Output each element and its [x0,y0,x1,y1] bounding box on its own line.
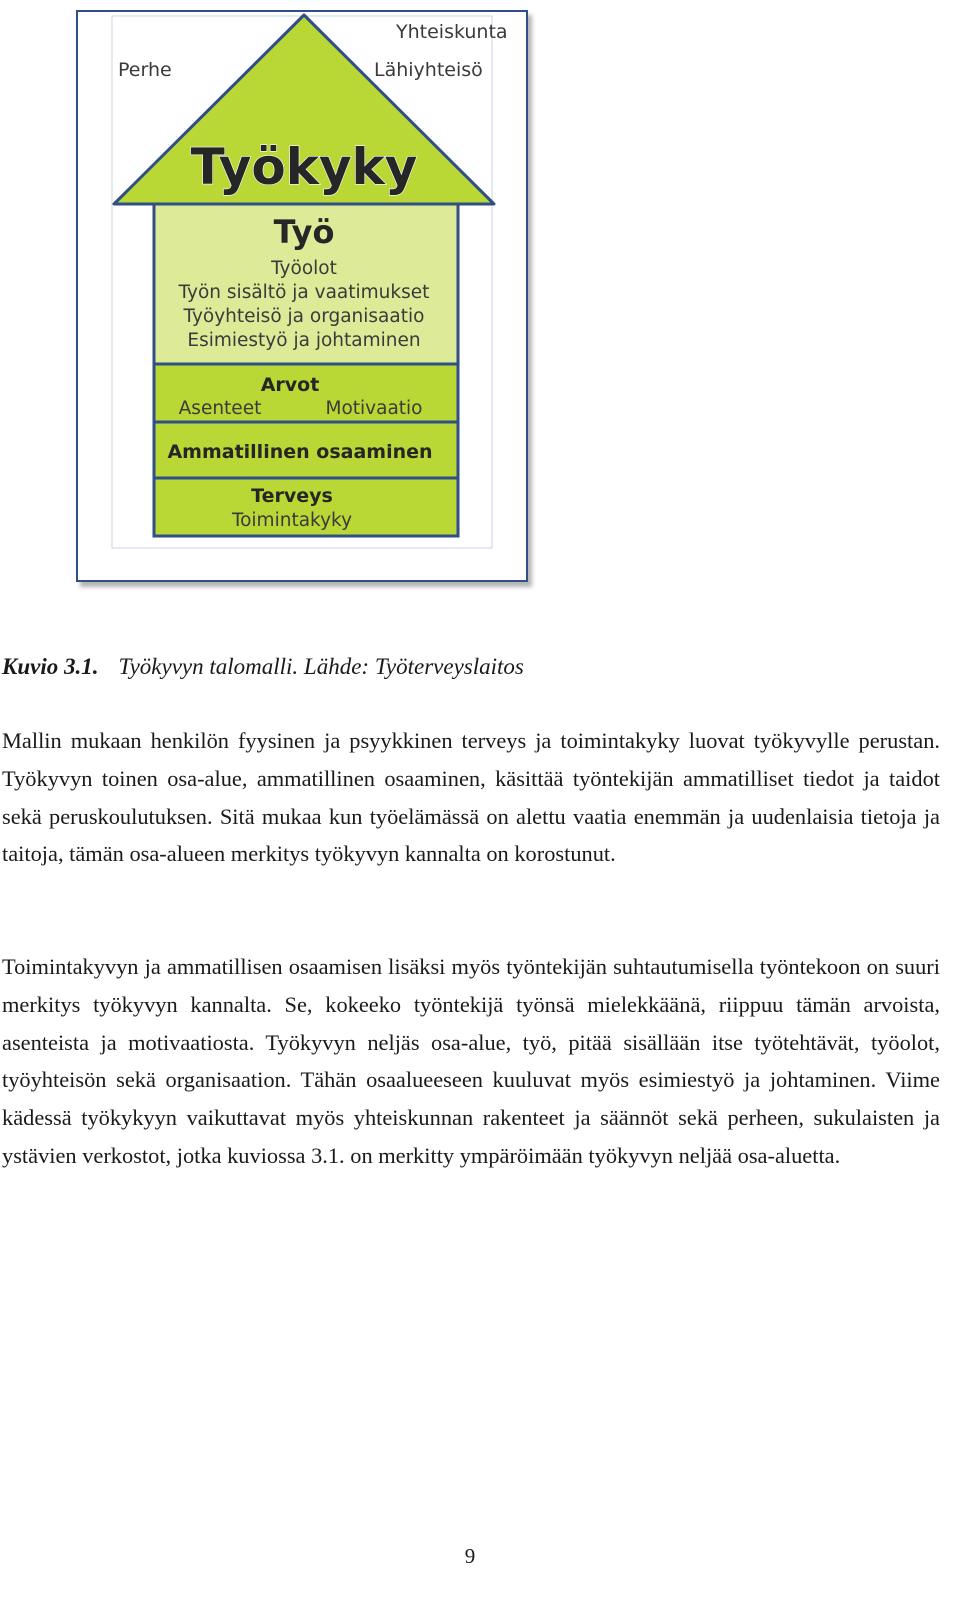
work-line-1: Työolot [271,258,337,279]
health-title: Terveys [251,485,333,507]
values-left: Asenteet [178,398,262,419]
values-title: Arvot [260,374,320,396]
work-line-2: Työn sisältö ja vaatimukset [178,282,430,303]
label-family: Perhe [118,59,172,81]
competence-title: Ammatillinen osaaminen [167,441,433,463]
label-society: Yhteiskunta [396,21,508,43]
body-paragraph-2: Toimintakyvyn ja ammatillisen osaamisen lisäksi myös työntekijän suhtautumisella työntekoon on suuri merkitys työkyvyn kannalta. Se, kokeeko työntekijä työnsä mielekkäänä, riippuu tämän arvoista, asenteista ja motivaatiosta. Työkyvyn neljäs osa-alue, työ, pitää sisällään itse työtehtävät, työolot, työyhteisön sekä organisaation. Tähän osaalueeseen kuuluvat myös esimiestyö ja johtaminen. Viime kädessä työkykyyn vaikuttavat myös yhteiskunnan rakenteet ja säännöt sekä perheen, sukulaisten ja ystävien verkostot, jotka kuviossa 3.1. on merkitty ympäröimään työkyvyn neljää osa-aluetta. [2,954,940,1168]
work-title: Työ [273,213,335,251]
work-ability-house-figure [76,10,528,582]
caption-label: Kuvio 3.1. [2,654,99,679]
work-line-4: Esimiestyö ja johtaminen [187,330,421,351]
health-sub: Toimintakyky [231,510,353,531]
figure-caption [2,650,942,684]
work-line-3: Työyhteisö ja organisaatio [183,306,425,327]
page-number: 9 [464,1544,476,1568]
values-right: Motivaatio [325,398,423,419]
caption-text: Työkyvyn talomalli. Lähde: Työterveyslaitos [118,654,524,679]
house-diagram [78,12,526,580]
body-paragraph-1: Mallin mukaan henkilön fyysinen ja psyykkinen terveys ja toimintakyky luovat työkyvylle perustan. Työkyvyn toinen osa-alue, ammatillinen osaaminen, käsittää työntekijän ammatilliset tiedot ja taidot sekä peruskoulutuksen. Sitä mukaa kun työelämässä on alettu vaatia enemmän ja uudenlaisia tietoja ja taitoja, tämän osa-alueen merkitys työkyvyn kannalta on korostunut. [2,728,940,867]
label-community: Lähiyhteisö [374,59,483,81]
roof-title: Työkyky [190,138,418,196]
